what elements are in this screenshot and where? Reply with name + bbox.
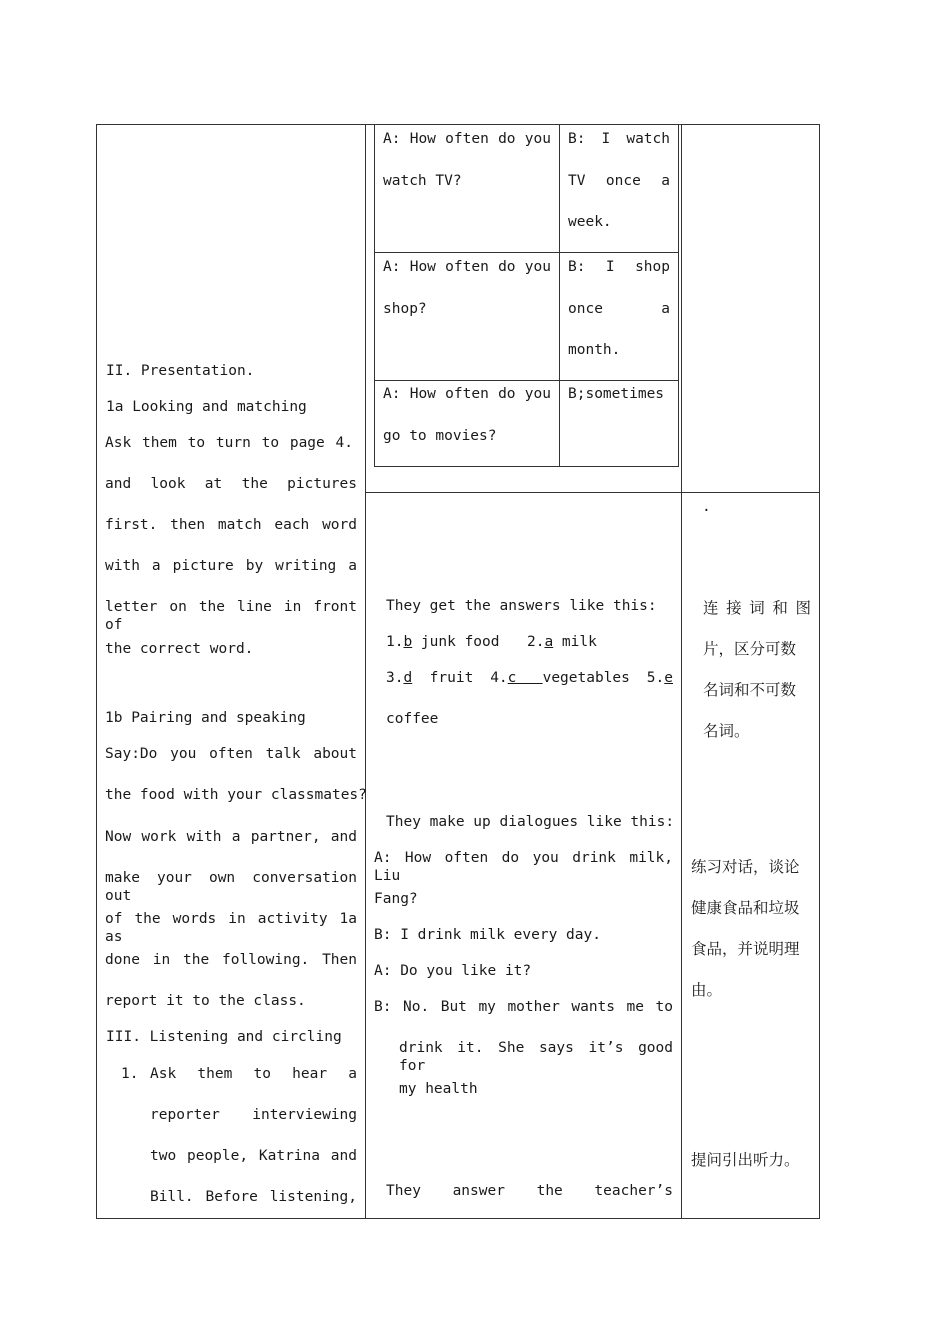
answer-number: 3. bbox=[386, 670, 404, 686]
dialog-table-divider bbox=[559, 124, 560, 467]
activity-1a-line: first. then match each word bbox=[105, 517, 357, 533]
activity-1a-line: with a picture by writing a bbox=[105, 558, 357, 574]
note-matching-line: 片，区分可数 bbox=[703, 640, 797, 658]
dialogue-intro: They make up dialogues like this: bbox=[386, 814, 675, 830]
dialogue-line: Fang? bbox=[374, 891, 418, 907]
activity-1b-line: make your own conversation out bbox=[105, 870, 357, 904]
dialog-b-line: B: I watch bbox=[568, 131, 670, 147]
dot-mark: . bbox=[702, 499, 711, 515]
listening-heading: III. Listening and circling bbox=[106, 1029, 342, 1045]
activity-1b-heading: 1b Pairing and speaking bbox=[105, 710, 306, 726]
answer-word: milk bbox=[553, 634, 597, 650]
activity-1b-line: Now work with a partner, and bbox=[105, 829, 357, 845]
dialog-b-line: month. bbox=[568, 342, 621, 358]
presentation-heading: II. Presentation. bbox=[106, 363, 255, 379]
listening-line: Bill. Before listening, bbox=[150, 1189, 357, 1205]
answer-number: 1. bbox=[386, 634, 404, 650]
activity-1a-heading: 1a Looking and matching bbox=[106, 399, 307, 415]
note-dialogue-line: 练习对话，谈论 bbox=[691, 858, 800, 876]
answer-letter: c bbox=[507, 670, 543, 686]
dialog-row-divider bbox=[374, 380, 679, 381]
answer-word: vegetables bbox=[542, 670, 630, 686]
column-divider-2 bbox=[681, 124, 682, 1219]
dialogue-line: A: Do you like it? bbox=[374, 963, 532, 979]
column-divider-1 bbox=[365, 124, 366, 1219]
answer-letter: b bbox=[403, 634, 413, 650]
activity-1b-line: of the words in activity 1a as bbox=[105, 911, 357, 945]
note-dialogue-line: 健康食品和垃圾 bbox=[691, 899, 800, 917]
activity-1a-line: letter on the line in front of bbox=[105, 599, 357, 633]
note-dialogue-line: 食品，并说明理 bbox=[691, 940, 800, 958]
listening-item-number: 1. bbox=[121, 1066, 139, 1082]
activity-1a-line: Ask them to turn to page 4. bbox=[105, 435, 353, 451]
listening-line: Ask them to hear a bbox=[150, 1066, 357, 1082]
dialogue-line: A: How often do you drink milk, Liu bbox=[374, 850, 673, 884]
listening-line: two people, Katrina and bbox=[150, 1148, 357, 1164]
activity-1a-line: the correct word. bbox=[105, 641, 254, 657]
activity-1b-line: report it to the class. bbox=[105, 993, 306, 1009]
dialog-b-line: B;sometimes bbox=[568, 386, 665, 402]
dialog-a-line: A: How often do you bbox=[383, 259, 551, 275]
dialog-a-line: A: How often do you bbox=[383, 386, 551, 402]
answer-word: coffee bbox=[386, 711, 439, 727]
dialog-b-line: TV once a bbox=[568, 173, 670, 189]
answer-letter: d bbox=[403, 670, 413, 686]
activity-1b-line: the food with your classmates? bbox=[105, 787, 367, 803]
answers-intro: They get the answers like this: bbox=[386, 598, 657, 614]
activity-1b-line: Say:Do you often talk about bbox=[105, 746, 357, 762]
answer-teacher-line: They answer the teacher’s bbox=[386, 1183, 673, 1199]
dialogue-line: B: No. But my mother wants me to bbox=[374, 999, 673, 1015]
dialogue-line: drink it. She says it’s good for bbox=[399, 1040, 673, 1074]
dialog-a-line: watch TV? bbox=[383, 173, 462, 189]
note-matching-line: 名词和不可数 bbox=[703, 681, 797, 699]
note-listening: 提问引出听力。 bbox=[691, 1151, 800, 1169]
answer-word: fruit bbox=[412, 670, 474, 686]
answer-letter: e bbox=[664, 670, 673, 686]
dialogue-line: my health bbox=[399, 1081, 478, 1097]
answer-line-1 bbox=[386, 633, 597, 651]
activity-1b-line: done in the following. Then bbox=[105, 952, 357, 968]
activity-1a-line: and look at the pictures bbox=[105, 476, 357, 492]
row-divider bbox=[365, 492, 820, 493]
listening-line: reporter interviewing bbox=[150, 1107, 357, 1123]
note-matching-line: 名词。 bbox=[703, 722, 750, 740]
answer-number: 5. bbox=[646, 670, 665, 686]
answer-number: 2. bbox=[526, 634, 545, 650]
dialogue-line: B: I drink milk every day. bbox=[374, 927, 601, 943]
answer-line-2 bbox=[386, 669, 673, 687]
note-dialogue-line: 由。 bbox=[691, 981, 723, 999]
dialog-a-line: A: How often do you bbox=[383, 131, 551, 147]
answer-letter: a bbox=[544, 634, 554, 650]
dialog-a-line: go to movies? bbox=[383, 428, 497, 444]
dialog-row-divider bbox=[374, 252, 679, 253]
dialog-a-line: shop? bbox=[383, 301, 427, 317]
answer-word: junk food bbox=[412, 634, 500, 650]
dialog-b-line: week. bbox=[568, 214, 612, 230]
dialog-b-line: B: I shop bbox=[568, 259, 670, 275]
note-matching-line: 连接词和图 bbox=[703, 599, 811, 617]
dialog-b-line: once a bbox=[568, 301, 670, 317]
answer-number: 4. bbox=[490, 670, 508, 686]
